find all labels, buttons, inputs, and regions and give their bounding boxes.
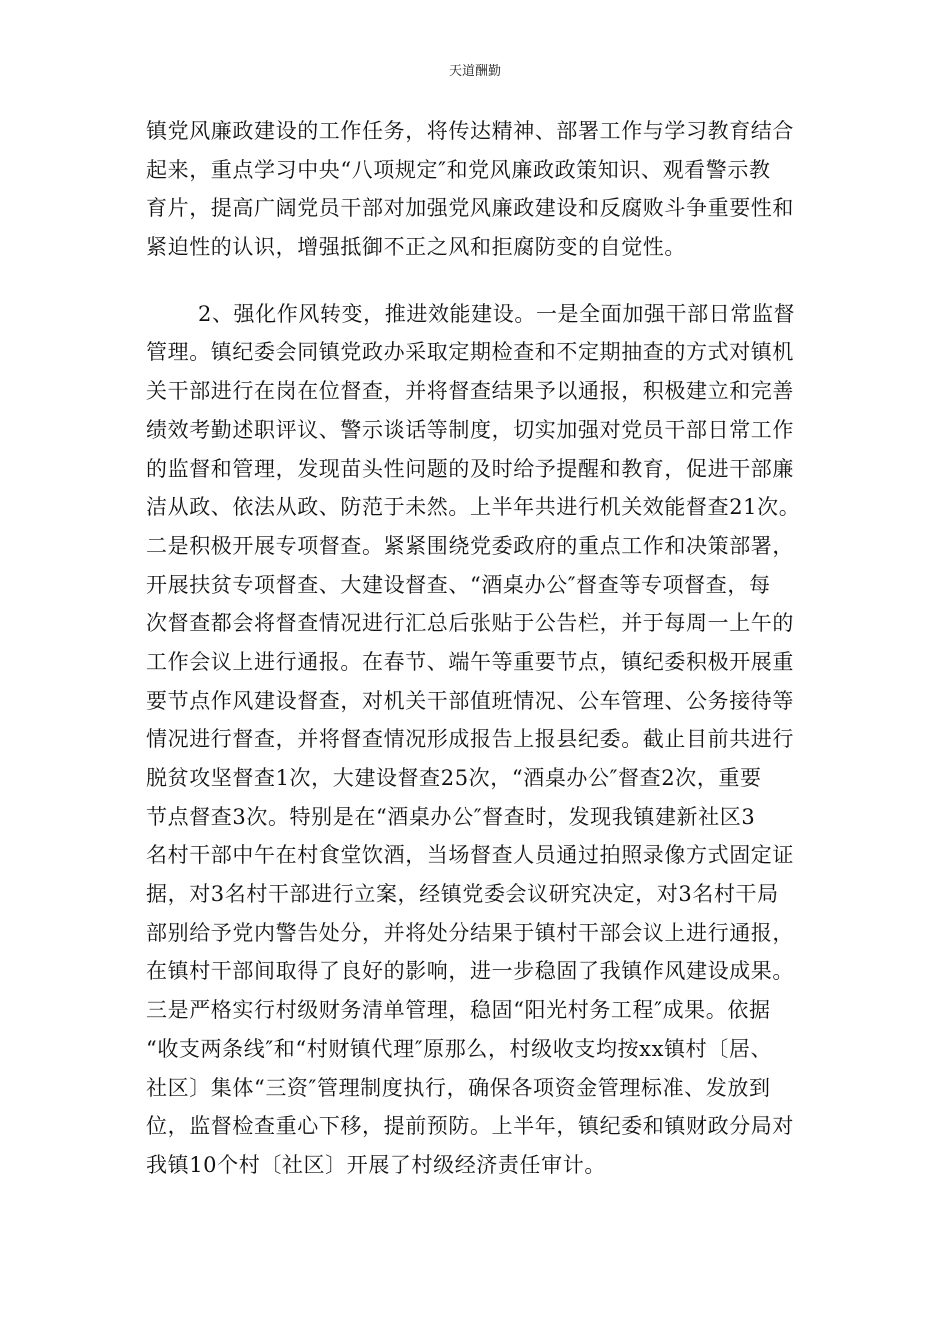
page-header: 天道酬勤	[448, 64, 501, 79]
text-line: 位，监督检查重心下移，提前预防。上半年，镇纪委和镇财政分局对	[146, 1114, 794, 1139]
text-line: 我镇10个村〔社区〕开展了村级经济责任审计。	[146, 1152, 606, 1177]
text-line: 在镇村干部间取得了良好的影响，进一步稳固了我镇作风建设成果。	[146, 959, 794, 984]
text-line: 紧迫性的认识，增强抵御不正之风和拒腐防变的自觉性。	[146, 235, 686, 260]
text-line: 节点督查3次。特别是在“酒桌办公″督查时，发现我镇建新社区3	[146, 804, 756, 829]
paragraph-2	[146, 295, 806, 1185]
text-line: 社区〕集体“三资″管理制度执行，确保各项资金管理标准、发放到	[146, 1075, 771, 1100]
paragraph-spacer	[146, 267, 806, 295]
text-line: 三是严格实行村级财务清单管理，稳固“阳光村务工程″成果。依据	[146, 998, 771, 1023]
text-line: 名村干部中午在村食堂饮酒，当场督查人员通过拍照录像方式固定证	[146, 843, 794, 868]
text-line: 部别给予党内警告处分，并将处分结果于镇村干部会议上进行通报，	[146, 920, 794, 945]
text-line: 关干部进行在岗在位督查，并将督查结果予以通报，积极建立和完善	[146, 379, 794, 404]
text-line: 起来，重点学习中央“八项规定″和党风廉政政策知识、观看警示教	[146, 157, 771, 182]
text-line: 二是积极开展专项督查。紧紧围绕党委政府的重点工作和决策部署，	[146, 533, 794, 558]
text-line: “收支两条线″和“村财镇代理″原那么，村级收支均按xx镇村〔居、	[146, 1036, 773, 1061]
text-line: 脱贫攻坚督查1次，大建设督查25次，“酒桌办公″督查2次，重要	[146, 766, 762, 790]
text-line: 次督查都会将督查情况进行汇总后张贴于公告栏，并于每周一上午的	[146, 611, 794, 636]
text-line: 镇党风廉政建设的工作任务，将传达精神、部署工作与学习教育结合	[146, 119, 794, 143]
text-line: 情况进行督查，并将督查情况形成报告上报县纪委。截止目前共进行	[146, 727, 794, 752]
text-line: 管理。镇纪委会同镇党政办采取定期检查和不定期抽查的方式对镇机	[146, 340, 794, 365]
text-line: 的监督和管理，发现苗头性问题的及时给予提醒和教育，促进干部廉	[146, 456, 794, 481]
text-line: 工作会议上进行通报。在春节、端午等重要节点，镇纪委积极开展重	[146, 649, 794, 674]
text-line: 据，对3名村干部进行立案，经镇党委会议研究决定，对3名村干局	[146, 882, 779, 907]
text-line: 要节点作风建设督查，对机关干部值班情况、公车管理、公务接待等	[146, 688, 794, 713]
text-line: 开展扶贫专项督查、大建设督查、“酒桌办公″督查等专项督查，每	[146, 572, 771, 597]
text-line: 2、强化作风转变，推进效能建设。一是全面加强干部日常监督	[198, 301, 796, 326]
text-line: 洁从政、依法从政、防范于未然。上半年共进行机关效能督查21次。	[146, 495, 801, 520]
text-line: 绩效考勤述职评议、警示谈话等制度，切实加强对党员干部日常工作	[146, 417, 794, 442]
paragraph-1	[146, 112, 806, 267]
document-body	[146, 112, 806, 1185]
text-line: 育片，提高广阔党员干部对加强党风廉政建设和反腐败斗争重要性和	[146, 196, 794, 221]
